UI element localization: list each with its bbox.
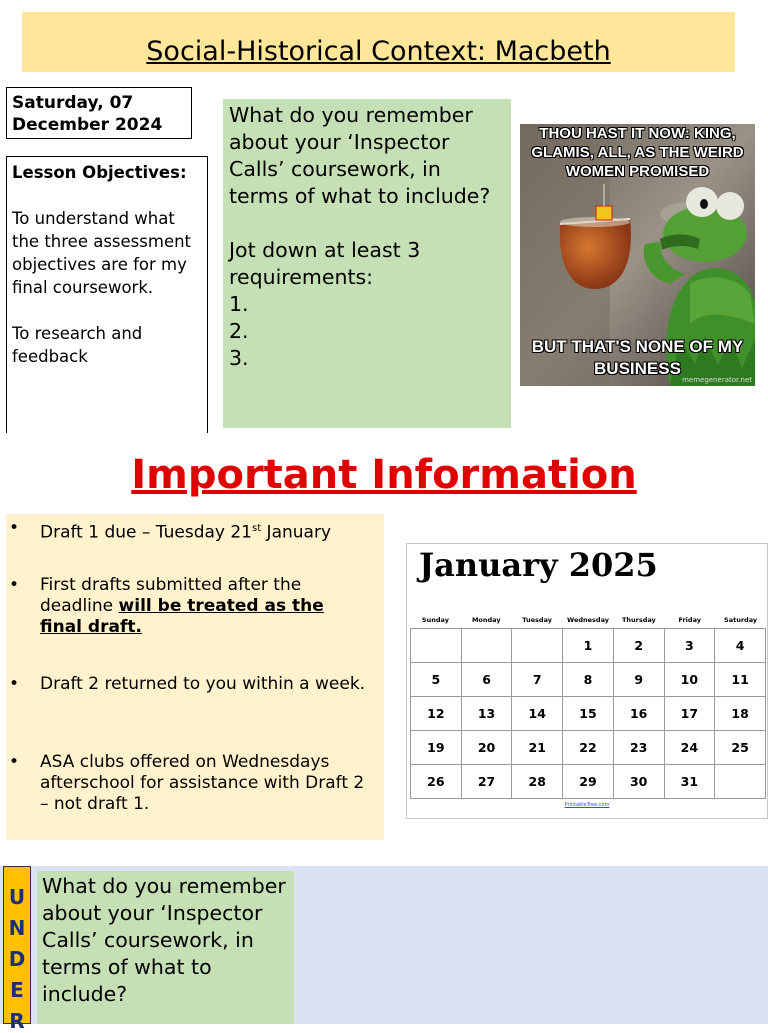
kermit-meme-image — [520, 124, 755, 386]
strip-letter: E — [10, 978, 24, 1002]
objective-item: To understand what the three assessment objectives are for my final coursework. — [12, 209, 192, 297]
meme-top-caption: THOU HAST IT NOW: KING, GLAMIS, ALL, AS THE WEIRD WOMEN PROMISED — [531, 125, 744, 180]
meme-bottom-caption: BUT THAT'S NONE OF MY BUSINESS — [531, 337, 744, 378]
weekday-label: Tuesday — [522, 616, 552, 624]
bullet-icon: • — [9, 518, 20, 538]
calendar-day-cell: 12 — [411, 697, 462, 731]
calendar-week-row — [411, 731, 766, 765]
bullet-icon: • — [9, 752, 20, 772]
calendar-grid — [410, 628, 766, 799]
lesson-objectives — [6, 156, 208, 433]
calendar-day-cell: 28 — [512, 765, 563, 799]
info-text: First drafts submitted after the deadline — [40, 575, 302, 616]
info-text: January — [261, 522, 332, 543]
objective-item: To research and feedback — [12, 324, 143, 366]
calendar-day-cell — [512, 629, 563, 663]
calendar-week-row — [411, 629, 766, 663]
calendar-day-cell: 23 — [613, 731, 664, 765]
calendar-day-cell: 24 — [664, 731, 715, 765]
calendar-day-cell: 16 — [613, 697, 664, 731]
calendar-day-cell: 10 — [664, 663, 715, 697]
calendar-day-cell: 5 — [411, 663, 462, 697]
objectives-heading: Lesson Objectives: — [12, 163, 187, 182]
info-text: Draft 1 due – Tuesday 21 — [40, 522, 253, 543]
calendar-day-cell: 4 — [715, 629, 766, 663]
calendar-week-row — [411, 663, 766, 697]
calendar-day-cell: 11 — [715, 663, 766, 697]
starter-activity-box — [223, 99, 511, 428]
calendar-day-cell: 30 — [613, 765, 664, 799]
page-title: Social-Historical Context: Macbeth — [146, 36, 611, 67]
calendar-day-cell: 3 — [664, 629, 715, 663]
weekday-label: Friday — [678, 616, 701, 624]
calendar-day-cell: 21 — [512, 731, 563, 765]
calendar-title: January 2025 — [419, 546, 658, 584]
calendar-week-row — [411, 765, 766, 799]
strip-letter: R — [9, 1009, 25, 1033]
calendar-weekday-header — [410, 612, 766, 628]
starter-list-item: 2. — [229, 319, 249, 343]
title-banner — [22, 12, 735, 72]
calendar-day-cell: 20 — [461, 731, 512, 765]
calendar-day-cell: 31 — [664, 765, 715, 799]
date-box: Saturday, 07 December 2024 — [6, 87, 192, 139]
strip-letter: D — [8, 947, 26, 971]
calendar-source-link: PrintableTree.com — [564, 802, 610, 808]
calendar-day-cell: 8 — [563, 663, 614, 697]
calendar-day-cell: 9 — [613, 663, 664, 697]
starter-list-item: 1. — [229, 292, 249, 316]
calendar-day-cell: 26 — [411, 765, 462, 799]
calendar-week-row — [411, 697, 766, 731]
calendar-day-cell: 15 — [563, 697, 614, 731]
weekday-label: Wednesday — [567, 616, 609, 624]
calendar-day-cell: 18 — [715, 697, 766, 731]
bullet-icon: • — [9, 575, 20, 595]
calendar-day-cell — [715, 765, 766, 799]
calendar-day-cell: 14 — [512, 697, 563, 731]
calendar-day-cell: 13 — [461, 697, 512, 731]
calendar-day-cell: 2 — [613, 629, 664, 663]
bullet-icon: • — [9, 674, 20, 694]
calendar-day-cell: 19 — [411, 731, 462, 765]
info-text: ASA clubs offered on Wednesdays afterschool for assistance with Draft 2 – not draft 1. — [40, 752, 365, 814]
calendar-day-cell: 29 — [563, 765, 614, 799]
info-text: Draft 2 returned to you within a week. — [40, 674, 366, 694]
calendar-image — [406, 543, 768, 819]
calendar-day-cell: 6 — [461, 663, 512, 697]
calendar-day-cell: 22 — [563, 731, 614, 765]
important-info-box — [6, 514, 384, 840]
calendar-day-cell: 1 — [563, 629, 614, 663]
info-superscript: st — [252, 523, 262, 534]
bottom-question-box: What do you remember about your ‘Inspector Calls’ coursework, in terms of what to include? — [37, 871, 294, 1024]
calendar-day-cell — [461, 629, 512, 663]
meme-credit: memegenerator.net — [682, 376, 752, 384]
weekday-label: Thursday — [621, 616, 656, 624]
calendar-day-cell: 7 — [512, 663, 563, 697]
calendar-day-cell: 17 — [664, 697, 715, 731]
weekday-label: Monday — [471, 616, 501, 624]
starter-instruction: Jot down at least 3 requirements: — [229, 238, 421, 289]
strip-letter: U — [8, 885, 26, 909]
calendar-day-cell: 25 — [715, 731, 766, 765]
calendar-day-cell: 27 — [461, 765, 512, 799]
weekday-label: Saturday — [724, 616, 758, 624]
strip-letter: N — [8, 916, 26, 940]
calendar-day-cell — [411, 629, 462, 663]
starter-question: What do you remember about your ‘Inspector Calls’ coursework, in terms of what to include? — [229, 103, 491, 208]
weekday-label: Sunday — [421, 616, 449, 624]
starter-list-item: 3. — [229, 346, 249, 370]
important-heading: Important Information — [131, 452, 637, 498]
vertical-label-strip — [3, 866, 31, 1033]
info-emphasis: will be treated as the final draft. — [40, 596, 324, 637]
